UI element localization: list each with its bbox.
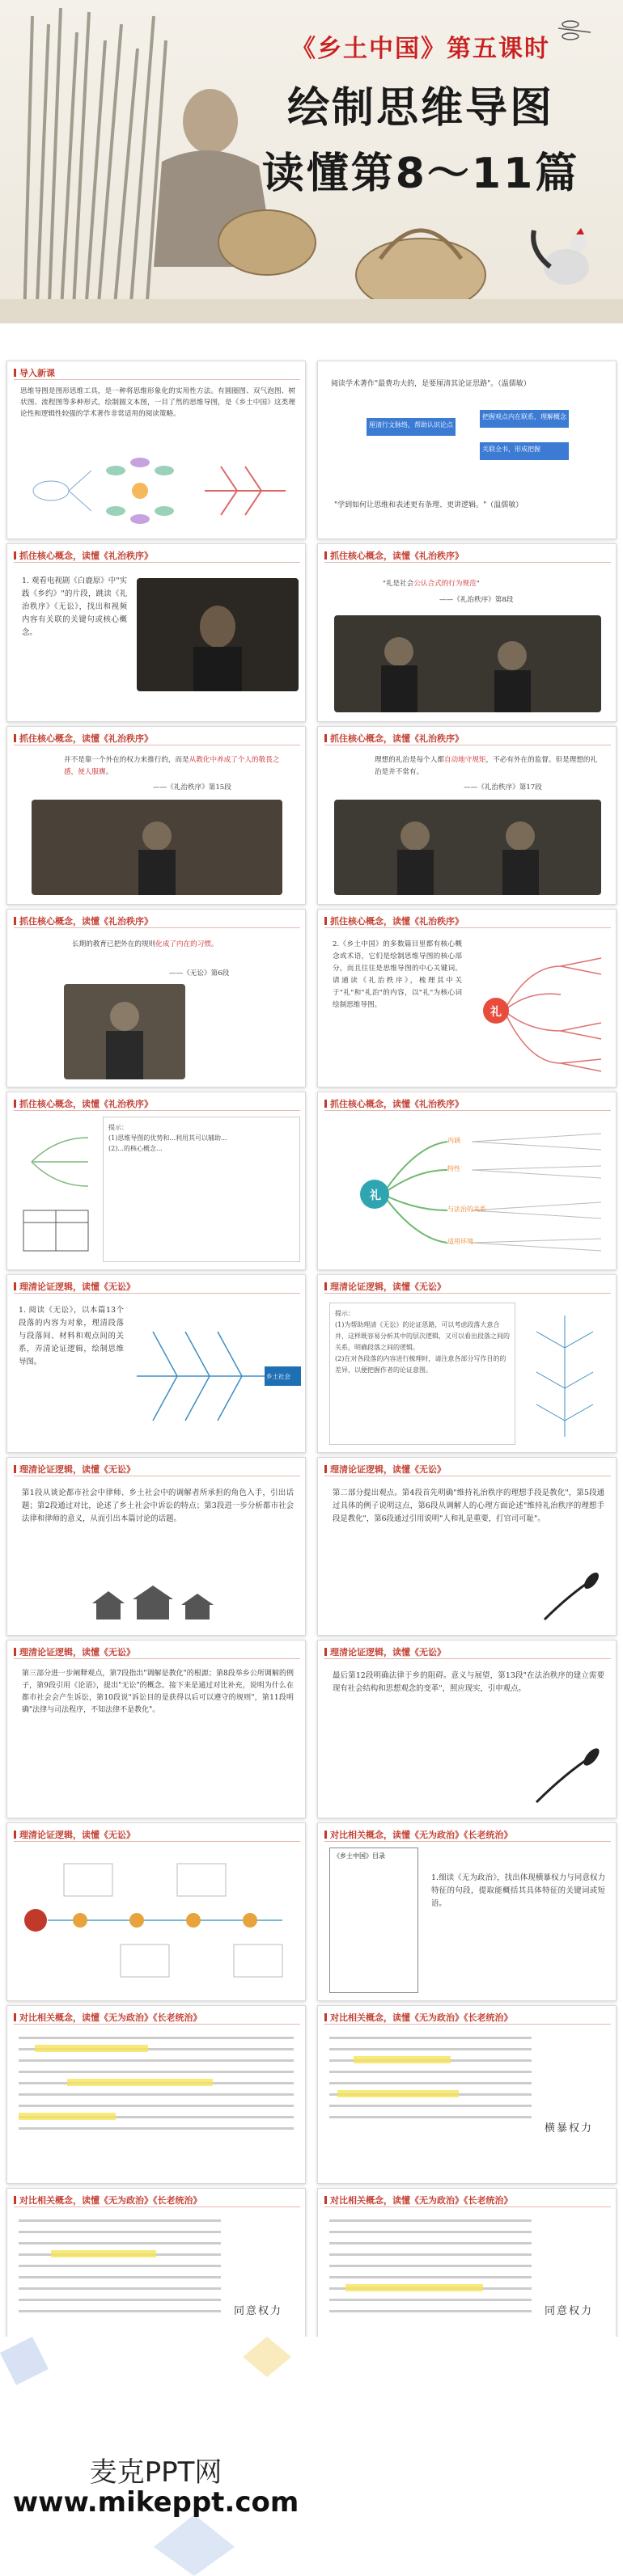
drama-photo [32, 800, 282, 895]
slide-quote-intro [317, 361, 617, 539]
mindmap-center: 礼 [370, 1189, 381, 1202]
slide-heading: 抓住核心概念，读懂《礼治秩序》 [324, 549, 464, 562]
li-quote-source: ——《无讼》第6段 [169, 969, 230, 978]
brand-url[interactable]: www.mikeppt.com [12, 2486, 299, 2519]
slide-wusong-3 [6, 1457, 306, 1636]
highlighted-text-lines [329, 2216, 532, 2354]
mindmap-center: 礼 [490, 1006, 502, 1019]
hint-title: 提示： [335, 1310, 354, 1317]
mindmap-samples [19, 450, 294, 531]
box-2: 把握观点内在联系，理解概念 [480, 410, 569, 428]
highlighted-text-lines [19, 2216, 221, 2354]
li-quote-source: ——《礼治秩序》第17段 [464, 783, 542, 792]
task-paragraph: 2.《乡土中国》的多数篇目里都有核心概念或术语，它们是绘制思维导图的核心部分，而且往往是思维导图的中心关键词。请通读《礼治秩序》，梳理其中关于"礼"和"礼治"的内容，以"礼"为核心词绘制思维导图。 [333, 940, 462, 1009]
hint-1: (1)为帮助理清《无讼》的论证思路，可以考虑段落大意合并，这样既容易分析其中的层次逻辑，又可以看出段落之间的关系，明确段落之间的逻辑。 [335, 1321, 510, 1351]
slide-li-6 [317, 909, 617, 1087]
section-paragraph: 最后第12段明确法律于乡的阻碍。意义与展望，第13段"在法治秩序的建立需要现有社会结构和思想观念的变革"，照应现实，引申观点。 [333, 1671, 604, 1693]
slide-li-7 [6, 1092, 306, 1270]
branch-2: 特性 [447, 1165, 460, 1172]
slide-heading: 理清论证逻辑，读懂《无讼》 [14, 1645, 135, 1658]
task-paragraph: 1.细读《无为政治》，找出体现横暴权力与同意权力特征的句段，提取能概括其具体特征的关键词或短语。 [431, 1873, 605, 1908]
slide-heading: 理清论证逻辑，读懂《无讼》 [324, 1280, 446, 1293]
li-quote: "礼是社会公认合式的行为规范" [383, 580, 480, 588]
li-quote-source: ——《礼治秩序》第15段 [153, 783, 231, 792]
quote-2: "学到如何让思维和表述更有条理、更讲逻辑。"（温儒敏） [334, 501, 523, 509]
slide-heading: 抓住核心概念，读懂《礼治秩序》 [14, 1097, 153, 1110]
task-paragraph: 1. 阅读《无讼》，以本篇13个段落的内容为对象，理清段落与段落间、材料和观点间的关系，弄清论证逻辑，绘制思维导图。 [19, 1306, 124, 1366]
cover-titles [235, 28, 607, 200]
slide-heading: 理清论证逻辑，读懂《无讼》 [324, 1463, 446, 1476]
slide-heading: 理清论证逻辑，读懂《无讼》 [14, 1463, 135, 1476]
brand-name: 麦克PPT网 [89, 2456, 222, 2489]
cover-slide [0, 0, 623, 323]
task-paragraph: 1. 观看电视剧《白鹿原》中"实践《乡约》"的片段，跳读《礼治秩序》《无讼》，找出和视频内容有关联的关键句或核心概念。 [22, 576, 127, 637]
slide-heading: 对比相关概念，读懂《无为政治》《长老统治》 [324, 2011, 513, 2024]
toc-title: 《乡土中国》目录 [333, 1852, 385, 1860]
slide-heading: 理清论证逻辑，读懂《无讼》 [14, 1828, 135, 1841]
hint-box [103, 1117, 300, 1262]
slide-heading: 理清论证逻辑，读懂《无讼》 [14, 1280, 135, 1293]
drama-photo [334, 615, 601, 712]
cover-subtitle: 《乡土中国》第五课时 [291, 35, 550, 63]
concept-label: 同意权力 [234, 2305, 283, 2317]
concept-label: 横暴权力 [545, 2122, 594, 2135]
section-paragraph: 第二部分提出观点。第4段首先明确"维持礼治秩序的理想手段是教化"，第5段通过具体的例子说明这点，第6段从调解人的心理方面论述"维持礼治秩序的理想手段是教化"，第6段通过引用说明"人和礼是重要，打官司可耻"。 [333, 1489, 604, 1523]
slide-heading: 抓住核心概念，读懂《礼治秩序》 [324, 1097, 464, 1110]
cover-title-line2: 读懂第8～11篇 [261, 150, 580, 198]
slide-compare-3 [317, 2005, 617, 2184]
slide-heading: 对比相关概念，读懂《无为政治》《长老统治》 [14, 2011, 202, 2024]
slide-wusong-2 [317, 1274, 617, 1453]
slide-li-1 [6, 543, 306, 722]
drama-photo [64, 984, 185, 1079]
slide-wusong-1 [6, 1274, 306, 1453]
quote-1: 阅读学术著作"最费功夫的，是要厘清其论证思路"。（温儒敏） [331, 380, 531, 388]
argument-flowchart [15, 1848, 299, 1997]
hint-2: (2)在对各段落的内容进行梳理时，请注意各部分写作目的的差异，以便把握作者的论证意图。 [335, 1355, 506, 1374]
hint-2: (2)...的核心概念... [108, 1145, 163, 1152]
slide-heading: 抓住核心概念，读懂《礼治秩序》 [14, 549, 153, 562]
slide-compare-2 [6, 2005, 306, 2184]
branch-3: 与法治的关系 [447, 1206, 486, 1213]
slide-heading: 导入新课 [14, 366, 55, 379]
ink-brush-icon [528, 1746, 601, 1810]
video-still [137, 578, 299, 691]
slide-heading: 抓住核心概念，读懂《礼治秩序》 [14, 732, 153, 745]
slide-wusong-6 [317, 1640, 617, 1818]
li-quote: 理想的礼治是每个人都自动地守规矩，不必有外在的监督。但是理想的礼治是并不常有。 [375, 756, 598, 776]
slide-heading: 抓住核心概念，读懂《礼治秩序》 [324, 914, 464, 927]
slide-heading: 对比相关概念，读懂《无为政治》《长老统治》 [14, 2194, 202, 2206]
li-quote: 并不是靠一个外在的权力来推行的，而是从教化中养成了个人的敬畏之感，使人服膺。 [64, 756, 280, 776]
concept-label: 同意权力 [545, 2305, 594, 2317]
table-of-contents [329, 1848, 418, 1993]
village-sketch [88, 1579, 234, 1628]
slide-li-3 [6, 726, 306, 905]
slide-wusong-4 [317, 1457, 617, 1636]
section-paragraph: 第三部分进一步阐释观点，第7段指出"调解是教化"的根源；第8段举乡公所调解的例子，第9段引用《论语》，提出"无讼"的概念。接下来是通过对比补充，说明为什么在都市社会会产生诉讼，第10段说"诉讼目的是获得以后可以遵守的规则"，第11段明确"法律与司法程序，不知法律不是教化"。 [22, 1670, 294, 1714]
hint-1: (1)思维导图的优势和...利用其可以辅助... [108, 1134, 227, 1142]
hint-title: 提示： [108, 1124, 128, 1131]
hint-box [329, 1303, 515, 1445]
slide-li-5 [6, 909, 306, 1087]
fishbone-head: 乡土社会 [266, 1373, 290, 1380]
slide-wusong-5 [6, 1640, 306, 1818]
branch-4: 适用环境 [447, 1238, 473, 1245]
box-3: 关联全书，形成把握 [480, 442, 569, 460]
slide-wusong-7 [6, 1822, 306, 2001]
slide-heading: 抓住核心概念，读懂《礼治秩序》 [14, 914, 153, 927]
ink-brush-icon [536, 1571, 601, 1628]
slide-li-2 [317, 543, 617, 722]
highlighted-text-lines [19, 2033, 294, 2171]
branch-1: 内涵 [447, 1137, 460, 1144]
highlighted-text-lines [329, 2033, 532, 2171]
slide-heading: 抓住核心概念，读懂《礼治秩序》 [324, 732, 464, 745]
slide-li-8 [317, 1092, 617, 1270]
li-quote-source: ——《礼治秩序》第8段 [439, 596, 514, 604]
fishbone-small [520, 1307, 609, 1441]
mini-mindmap [15, 1121, 96, 1259]
slide-compare-1 [317, 1822, 617, 2001]
li-quote: 长期的教育已把外在的规则化成了内在的习惯。 [72, 940, 218, 948]
section-paragraph: 第1段从谈论都市社会中律师、乡土社会中的调解者所承担的角色入手，引出话题；第2段通过对比，论述了乡土社会中诉讼的特点；第3段进一步分析都市社会法律和律师的意义，从而引出本篇讨论的话题。 [22, 1489, 294, 1523]
drama-photo [334, 800, 601, 895]
box-1: 厘清行文脉络，帮助认识论点 [367, 418, 456, 436]
slide-heading: 对比相关概念，读懂《无为政治》《长老统治》 [324, 1828, 513, 1841]
cover-title-line1: 绘制思维导图 [286, 84, 554, 133]
slide-heading: 理清论证逻辑，读懂《无讼》 [324, 1645, 446, 1658]
intro-paragraph: 思维导图是图形思维工具，是一种将思维形象化的实用性方法。有圆圈图、双气泡图、树状图、流程图等多种形式，绘制圆文本图，一目了然的思维导图，是《乡土中国》这类理论性和逻辑性较强的学术著作非常适用的阅读策略。 [20, 387, 295, 418]
slide-heading: 对比相关概念，读懂《无为政治》《长老统治》 [324, 2194, 513, 2206]
slide-intro [6, 361, 306, 539]
slide-li-4 [317, 726, 617, 905]
li-full-mindmap [350, 1121, 609, 1263]
footer [0, 2337, 623, 2576]
